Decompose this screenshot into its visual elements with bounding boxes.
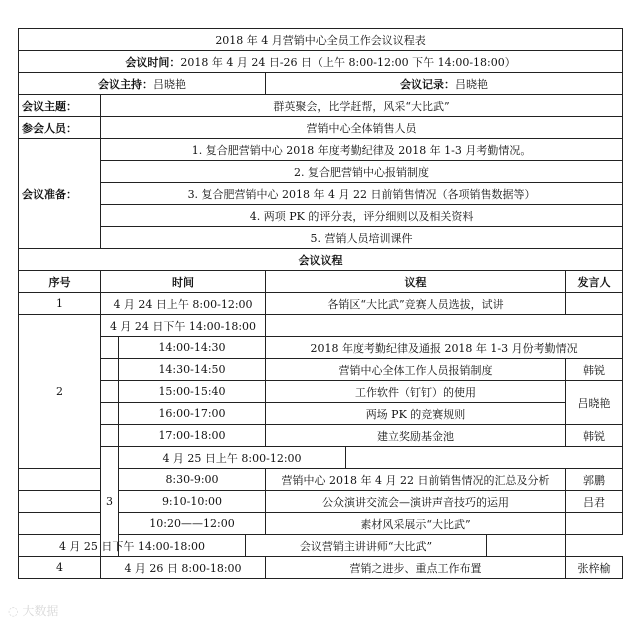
row-item: 建立奖励基金池 (266, 425, 566, 447)
watermark-text: 大数据 (22, 604, 59, 618)
row-time: 4 月 25 日下午 14:00-18:00 (19, 535, 246, 557)
row-item: 营销中心全体工作人员报销制度 (266, 359, 566, 381)
indent-cell (19, 513, 101, 535)
row-speaker: 吕君 (566, 491, 623, 513)
indent-cell (101, 381, 119, 403)
session-blank (346, 447, 623, 469)
row-item: 公众演讲交流会—演讲声音技巧的运用 (266, 491, 566, 513)
preparation-label: 会议准备： (19, 139, 101, 249)
indent-cell (19, 469, 101, 491)
indent-cell (101, 359, 119, 381)
row-item: 各销区“大比武”竞赛人员选拔，试讲 (266, 293, 566, 315)
watermark-logo-icon: ◌ (8, 604, 19, 618)
row-time: 10:20——12:00 (119, 513, 266, 535)
document-title: 2018 年 4 月营销中心全员工作会议议程表 (19, 29, 623, 51)
indent-cell (19, 491, 101, 513)
row-time: 16:00-17:00 (119, 403, 266, 425)
session-time-header: 4 月 24 日下午 14:00-18:00 (101, 315, 266, 337)
row-speaker: 韩锐 (566, 359, 623, 381)
row-speaker: 张梓榆 (566, 557, 623, 579)
agenda-heading: 会议议程 (19, 249, 623, 271)
preparation-item: 4. 两项 PK 的评分表，评分细则以及相关资料 (101, 205, 623, 227)
column-header-item: 议程 (266, 271, 566, 293)
row-item: 两场 PK 的竞赛规则 (266, 403, 566, 425)
row-item: 会议营销主讲讲师“大比武” (246, 535, 487, 557)
indent-cell (101, 337, 119, 359)
column-header-speaker: 发言人 (566, 271, 623, 293)
session-time-header: 4 月 25 日上午 8:00-12:00 (119, 447, 346, 469)
row-speaker: 韩锐 (566, 425, 623, 447)
row-item: 营销之进步、重点工作布置 (266, 557, 566, 579)
recorder-value: 吕晓艳 (455, 77, 489, 91)
row-speaker: 郭鹏 (566, 469, 623, 491)
preparation-item: 3. 复合肥营销中心 2018 年 4 月 22 日前销售情况（各项销售数据等） (101, 183, 623, 205)
row-time: 14:00-14:30 (119, 337, 266, 359)
row-time: 4 月 24 日上午 8:00-12:00 (101, 293, 266, 315)
row-number: 2 (19, 315, 101, 469)
host-value: 吕晓艳 (153, 77, 186, 91)
row-time: 14:30-14:50 (119, 359, 266, 381)
recorder-label: 会议记录： (400, 77, 456, 91)
row-item: 营销中心 2018 年 4 月 22 日前销售情况的汇总及分析 (266, 469, 566, 491)
meeting-time-value: 2018 年 4 月 24 日-26 日（上午 8:00-12:00 下午 14:00-18:00） (180, 55, 516, 69)
preparation-item: 2. 复合肥营销中心报销制度 (101, 161, 623, 183)
row-number: 4 (19, 557, 101, 579)
session-blank (266, 315, 623, 337)
row-number: 3 (101, 447, 119, 557)
row-item: 工作软件（钉钉）的使用 (266, 381, 566, 403)
preparation-item: 1. 复合肥营销中心 2018 年度考勤纪律及 2018 年 1-3 月考勤情况。 (101, 139, 623, 161)
agenda-table (18, 28, 623, 579)
row-item: 素材风采展示“大比武” (266, 513, 566, 535)
row-speaker (566, 513, 623, 535)
row-item: 2018 年度考勤纪律及通报 2018 年 1-3 月份考勤情况 (266, 337, 623, 359)
row-time: 9:10-10:00 (119, 491, 266, 513)
host-cell (19, 73, 266, 95)
meeting-time-label: 会议时间： (125, 55, 181, 69)
row-speaker (487, 535, 566, 557)
row-time: 15:00-15:40 (119, 381, 266, 403)
watermark (8, 602, 58, 619)
attendees-value: 营销中心全体销售人员 (101, 117, 623, 139)
column-header-time: 时间 (101, 271, 266, 293)
indent-cell (101, 403, 119, 425)
row-time: 17:00-18:00 (119, 425, 266, 447)
row-time: 4 月 26 日 8:00-18:00 (101, 557, 266, 579)
attendees-label: 参会人员： (19, 117, 101, 139)
meeting-time-row (19, 51, 623, 73)
row-time: 8:30-9:00 (119, 469, 266, 491)
row-speaker (566, 293, 623, 315)
preparation-item: 5. 营销人员培训课件 (101, 227, 623, 249)
theme-label: 会议主题： (19, 95, 101, 117)
indent-cell (101, 425, 119, 447)
row-speaker: 吕晓艳 (566, 381, 623, 425)
column-header-no: 序号 (19, 271, 101, 293)
row-number: 1 (19, 293, 101, 315)
recorder-cell (266, 73, 623, 95)
host-label: 会议主持： (98, 77, 153, 91)
theme-value: 群英聚会，比学赶帮，风采“大比武” (101, 95, 623, 117)
